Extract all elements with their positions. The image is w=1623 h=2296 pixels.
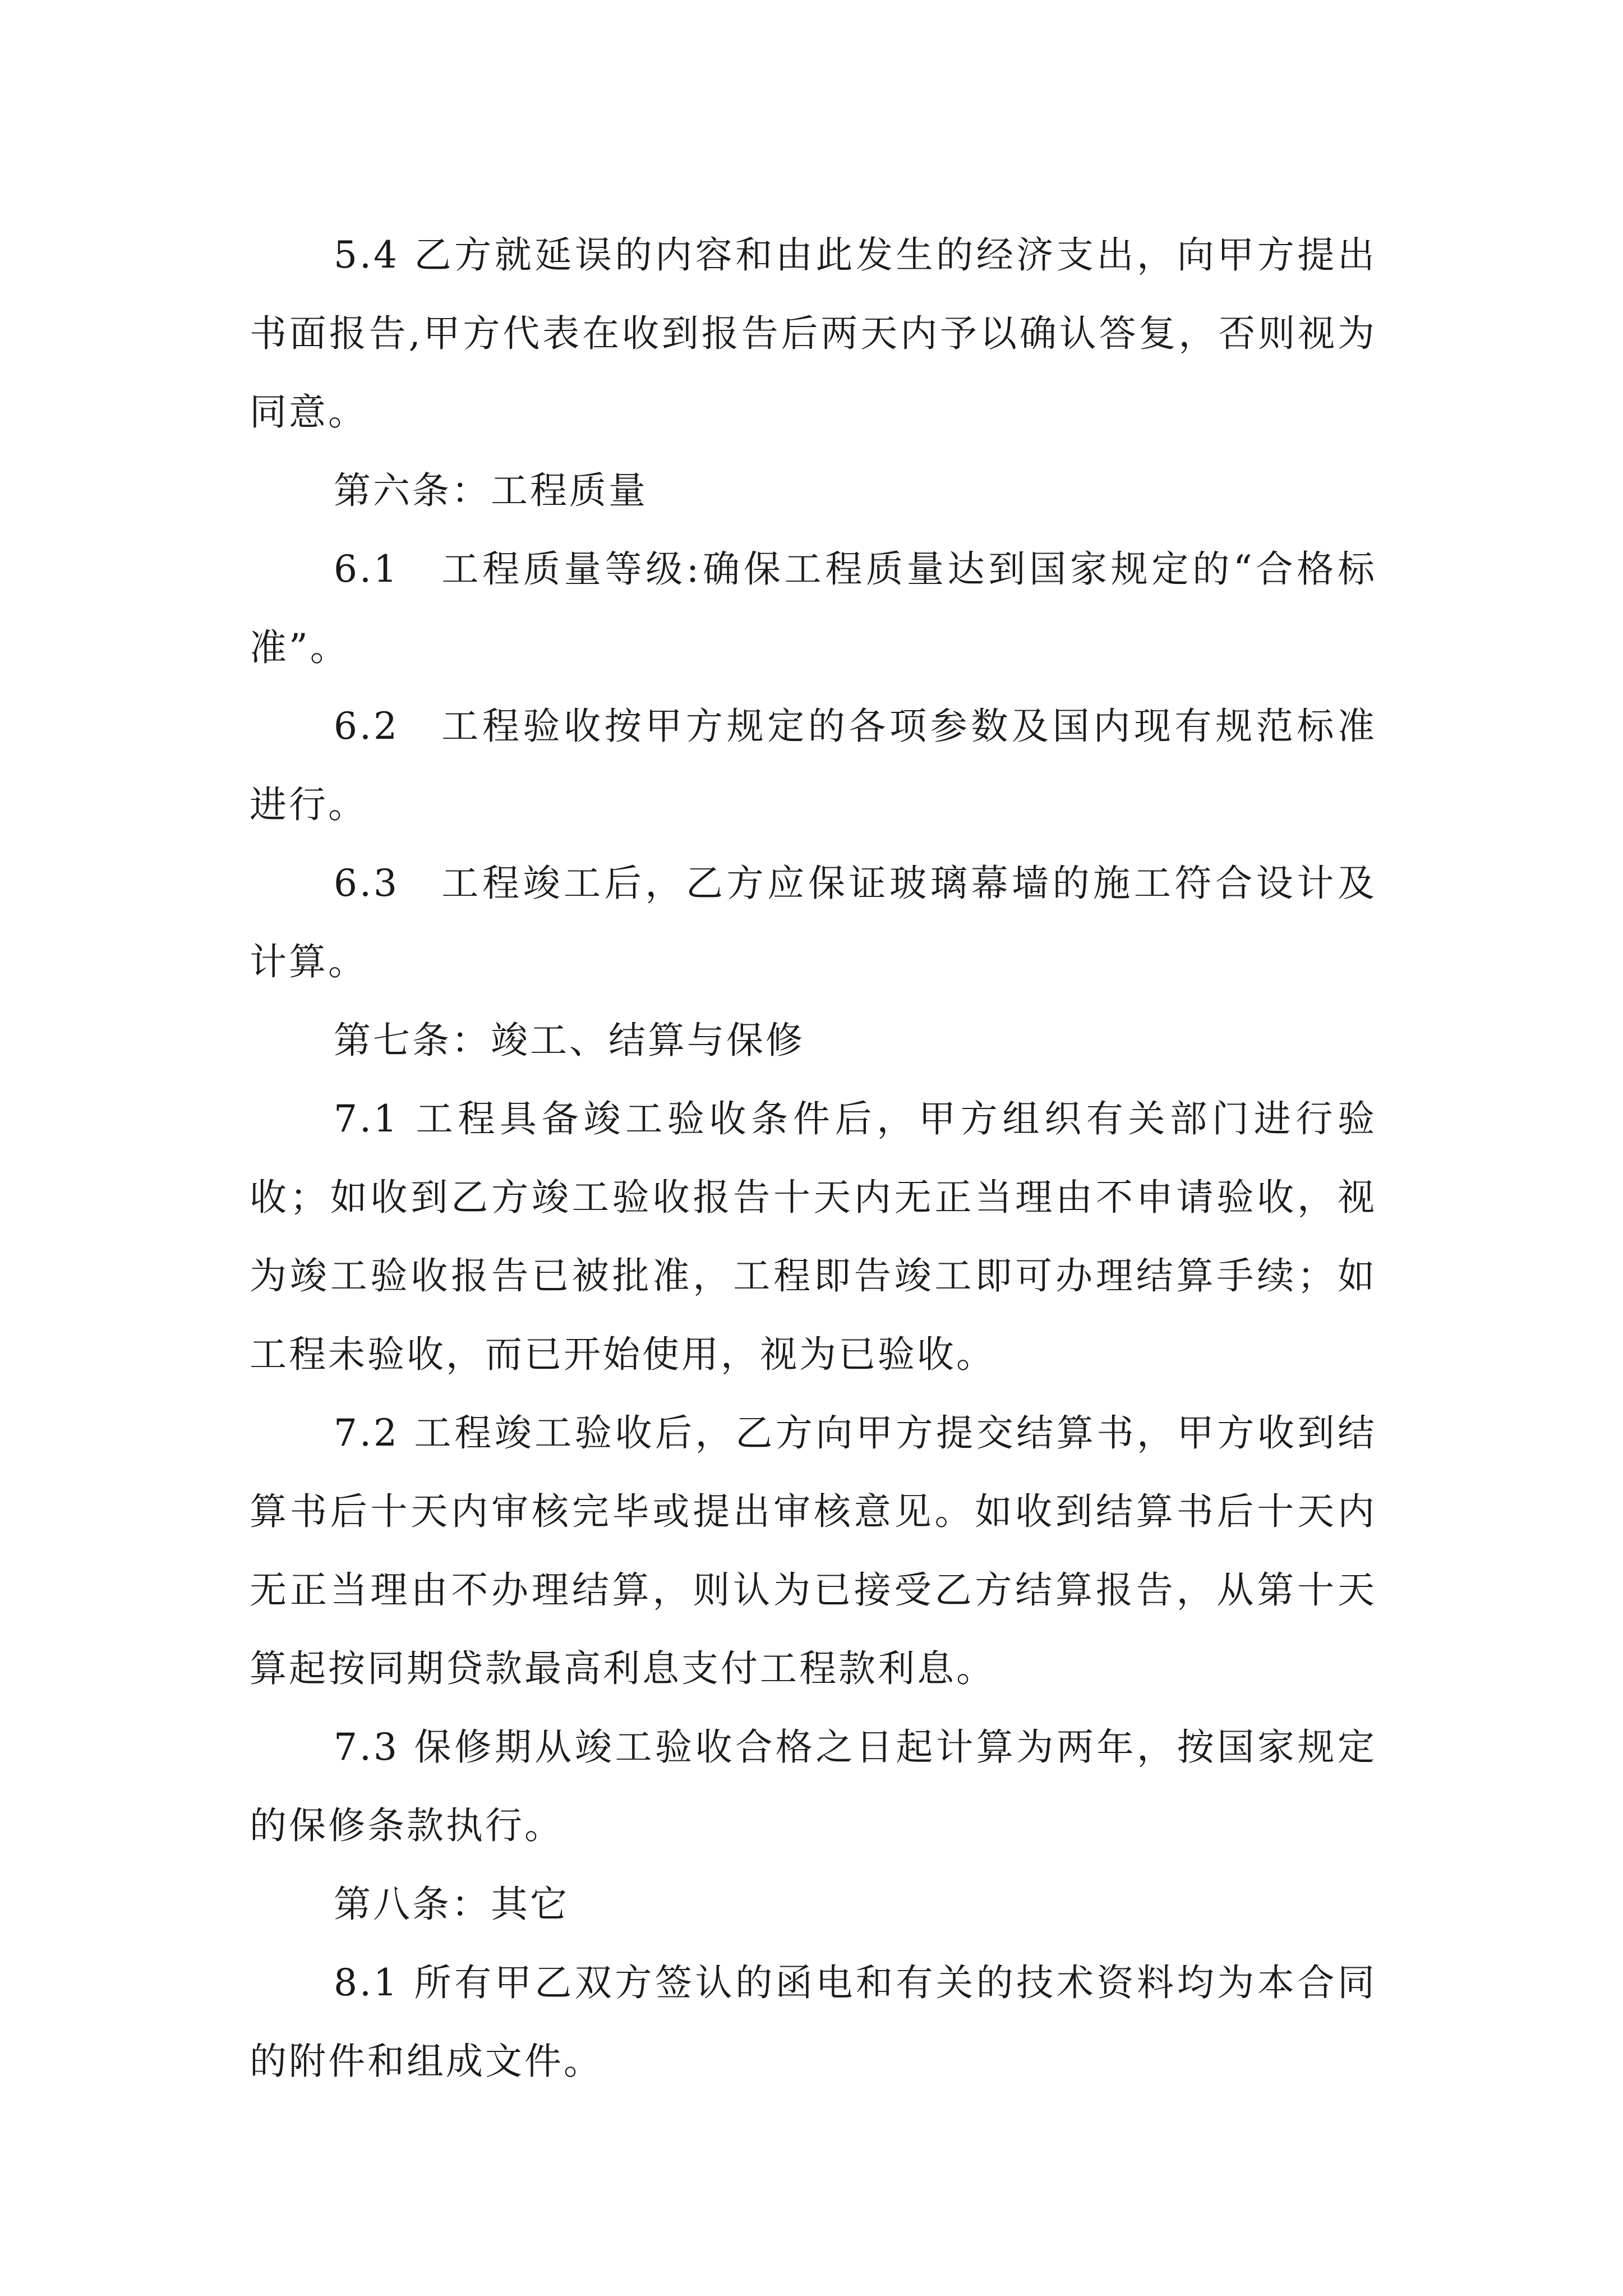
- article-6-heading: 第六条：工程质量: [334, 469, 648, 512]
- clause-8-1: 8.1 所有甲乙双方签认的函电和有关的技术资料均为本合同的附件和组成文件。: [250, 1961, 1377, 2083]
- article-8-heading: 第八条：其它: [334, 1883, 569, 1926]
- clause-6-3: 6.3 工程竣工后，乙方应保证玻璃幕墙的施工符合设计及计算。: [250, 862, 1377, 983]
- clause-7-1: 7.1 工程具备竣工验收条件后，甲方组织有关部门进行验收；如收到乙方竣工验收报告十天内无正当理由不申请验收，视为竣工验收报告已被批准，工程即告竣工即可办理结算手续；如工程未验收，而已开始使用，视为已验收。: [250, 1097, 1377, 1376]
- clause-7-2: 7.2 工程竣工验收后，乙方向甲方提交结算书，甲方收到结算书后十天内审核完毕或提出审核意见。如收到结算书后十天内无正当理由不办理结算，则认为已接受乙方结算报告，从第十天算起按同期贷款最高利息支付工程款利息。: [250, 1411, 1377, 1690]
- clause-7-3: 7.3 保修期从竣工验收合格之日起计算为两年，按国家规定的保修条款执行。: [250, 1726, 1377, 1847]
- clause-5-4: 5.4 乙方就延误的内容和由此发生的经济支出，向甲方提出书面报告,甲方代表在收到报告后两天内予以确认答复，否则视为同意。: [250, 233, 1377, 434]
- article-7-heading: 第七条：竣工、结算与保修: [334, 1019, 805, 1062]
- document-body: [250, 216, 1377, 2101]
- clause-6-2: 6.2 工程验收按甲方规定的各项参数及国内现有规范标准进行。: [250, 705, 1377, 826]
- clause-6-1: 6.1 工程质量等级:确保工程质量达到国家规定的“合格标准”。: [250, 547, 1377, 669]
